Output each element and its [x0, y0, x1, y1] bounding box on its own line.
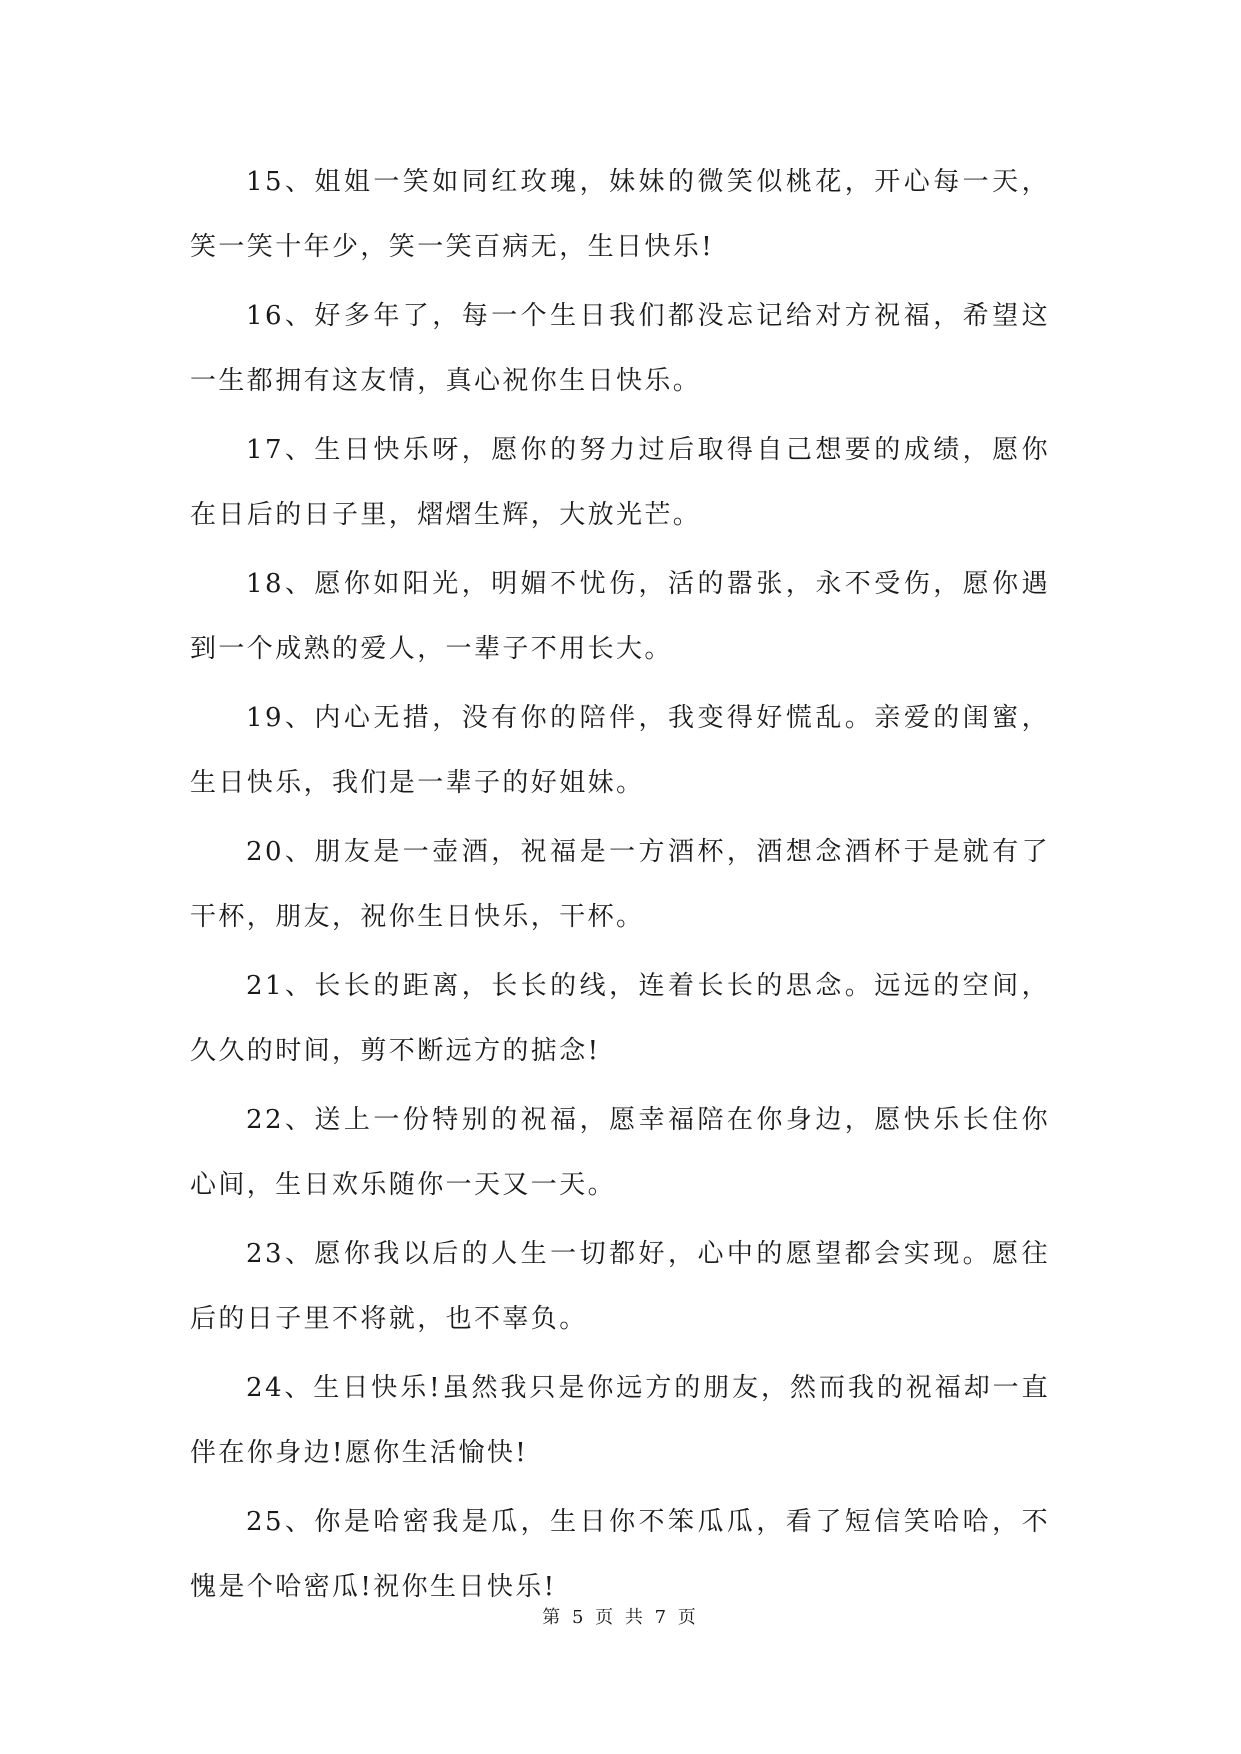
paragraph-16: 16、好多年了，每一个生日我们都没忘记给对方祝福，希望这一生都拥有这友情，真心祝你生日快乐。 — [190, 301, 1050, 396]
paragraph-20: 20、朋友是一壶酒，祝福是一方酒杯，酒想念酒杯于是就有了干杯，朋友，祝你生日快乐，干杯。 — [190, 837, 1050, 932]
page-number-footer: 第 5 页 共 7 页 — [542, 1607, 699, 1628]
paragraph-25: 25、你是哈密我是瓜，生日你不笨瓜瓜，看了短信笑哈哈，不愧是个哈密瓜!祝你生日快乐! — [190, 1507, 1050, 1602]
paragraph-22: 22、送上一份特别的祝福，愿幸福陪在你身边，愿快乐长住你心间，生日欢乐随你一天又一天。 — [190, 1105, 1050, 1200]
paragraph-19: 19、内心无措，没有你的陪伴，我变得好慌乱。亲爱的闺蜜，生日快乐，我们是一辈子的好姐妹。 — [190, 703, 1050, 798]
paragraph-15: 15、姐姐一笑如同红玫瑰，妹妹的微笑似桃花，开心每一天，笑一笑十年少，笑一笑百病无，生日快乐! — [190, 167, 1050, 262]
paragraph-24: 24、生日快乐!虽然我只是你远方的朋友，然而我的祝福却一直伴在你身边!愿你生活愉快! — [190, 1373, 1050, 1468]
document-body — [190, 150, 1050, 1624]
paragraph-18: 18、愿你如阳光，明媚不忧伤，活的嚣张，永不受伤，愿你遇到一个成熟的爱人，一辈子不用长大。 — [190, 569, 1050, 664]
paragraph-23: 23、愿你我以后的人生一切都好，心中的愿望都会实现。愿往后的日子里不将就，也不辜负。 — [190, 1239, 1050, 1334]
paragraph-21: 21、长长的距离，长长的线，连着长长的思念。远远的空间，久久的时间，剪不断远方的掂念! — [190, 971, 1050, 1066]
paragraph-17: 17、生日快乐呀，愿你的努力过后取得自己想要的成绩，愿你在日后的日子里，熠熠生辉，大放光芒。 — [190, 435, 1050, 530]
